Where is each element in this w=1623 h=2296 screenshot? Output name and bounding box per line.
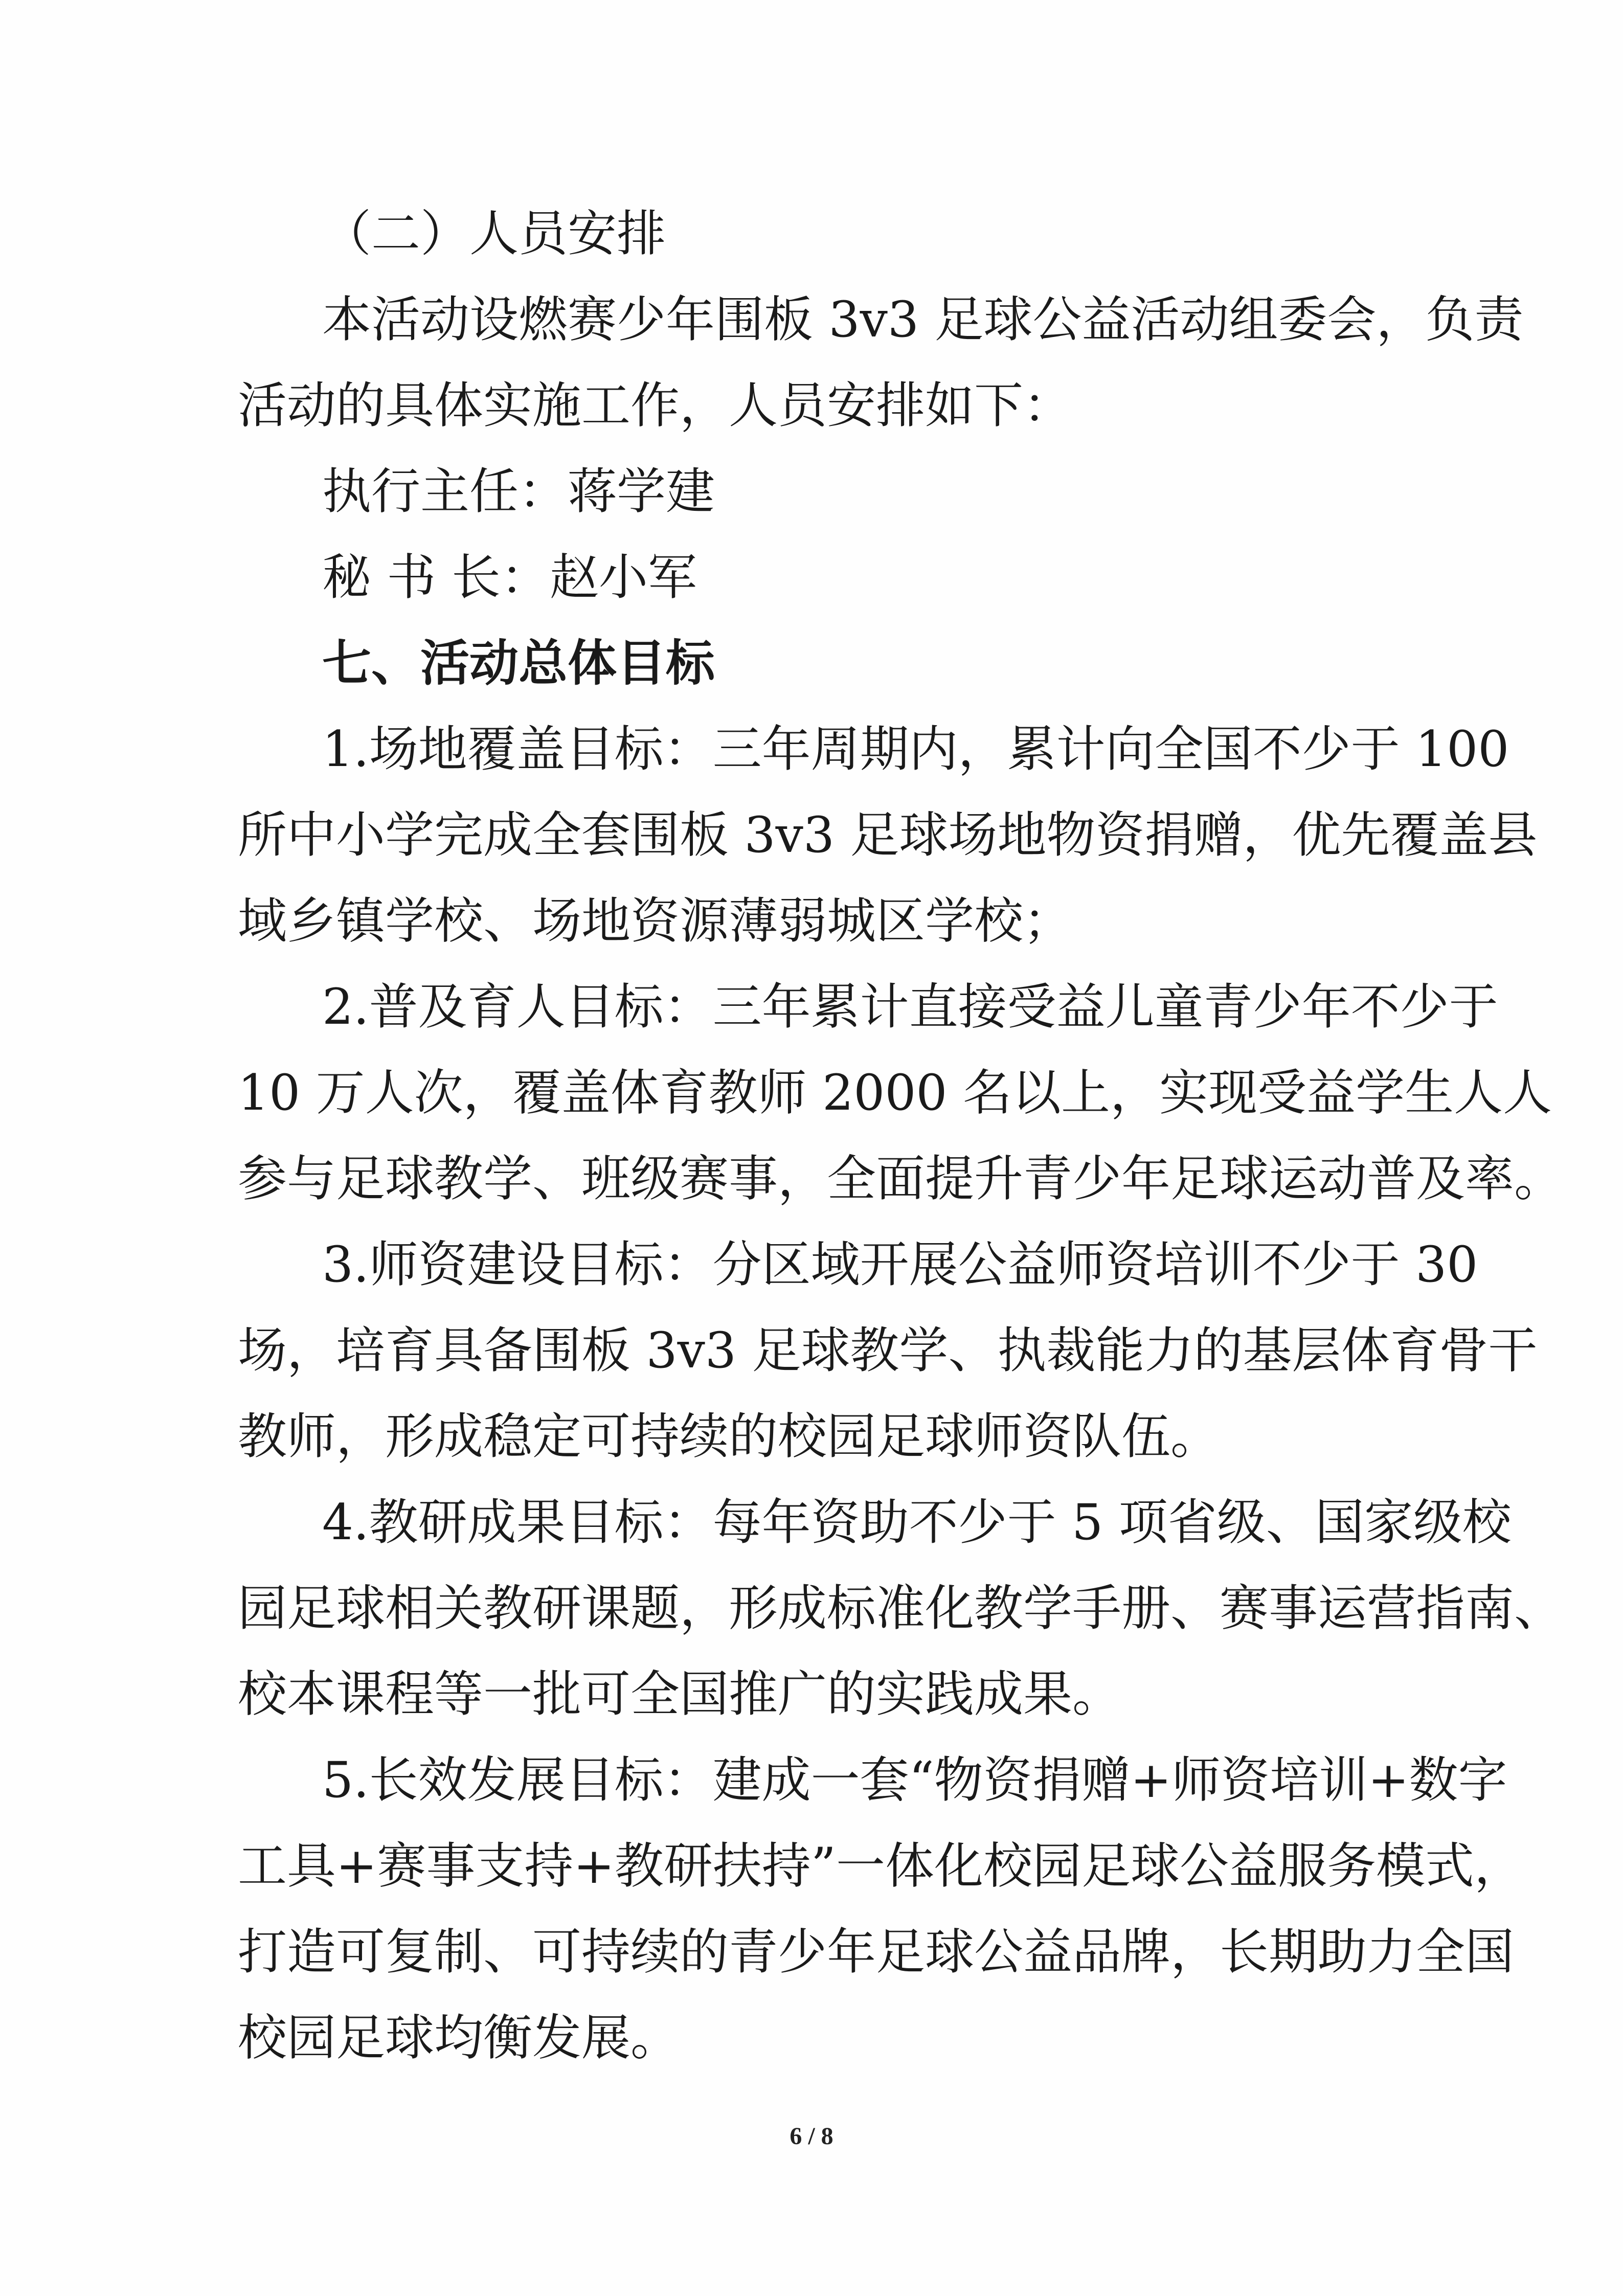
- paragraph-line: 打造可复制、可持续的青少年足球公益品牌，长期助力全国: [238, 1923, 1514, 1980]
- paragraph-line: 域乡镇学校、场地资源薄弱城区学校；: [238, 892, 1072, 950]
- paragraph-line: 教师，形成稳定可持续的校园足球师资队伍。: [238, 1408, 1220, 1465]
- paragraph-line: 场，培育具备围板 3v3 足球教学、执裁能力的基层体育骨干: [238, 1322, 1538, 1379]
- goal-item-3: 3.师资建设目标：分区域开展公益师资培训不少于 30: [322, 1236, 1478, 1293]
- paragraph-line: 本活动设燃赛少年围板 3v3 足球公益活动组委会，负责: [322, 291, 1524, 348]
- paragraph-line: 10 万人次，覆盖体育教师 2000 名以上，实现受益学生人人: [238, 1064, 1552, 1121]
- paragraph-line: 参与足球教学、班级赛事，全面提升青少年足球运动普及率。: [238, 1150, 1563, 1207]
- paragraph-line: 校本课程等一批可全国推广的实践成果。: [238, 1665, 1121, 1723]
- paragraph-line: 园足球相关教研课题，形成标准化教学手册、赛事运营指南、: [238, 1580, 1563, 1637]
- section-heading-goals: 七、活动总体目标: [322, 635, 715, 692]
- paragraph-line: 活动的具体实施工作，人员安排如下：: [238, 377, 1072, 434]
- section-heading-personnel: （二）人员安排: [322, 205, 666, 262]
- goal-item-4: 4.教研成果目标：每年资助不少于 5 项省级、国家级校: [322, 1494, 1512, 1551]
- goal-item-5: 5.长效发展目标：建成一套“物资捐赠+师资培训+数字: [322, 1751, 1507, 1809]
- paragraph-line: 校园足球均衡发展。: [238, 2009, 680, 2066]
- goal-item-1: 1.场地覆盖目标：三年周期内，累计向全国不少于 100: [322, 721, 1509, 778]
- goal-item-2: 2.普及育人目标：三年累计直接受益儿童青少年不少于: [322, 978, 1498, 1036]
- personnel-director: 执行主任：蒋学建: [322, 463, 715, 520]
- personnel-secretary-general: 秘 书 长：赵小军: [322, 549, 697, 606]
- paragraph-line: 所中小学完成全套围板 3v3 足球场地物资捐赠，优先覆盖县: [238, 806, 1538, 864]
- page-number: 6 / 8: [790, 2123, 833, 2150]
- paragraph-line: 工具+赛事支持+教研扶持”一体化校园足球公益服务模式，: [238, 1837, 1523, 1895]
